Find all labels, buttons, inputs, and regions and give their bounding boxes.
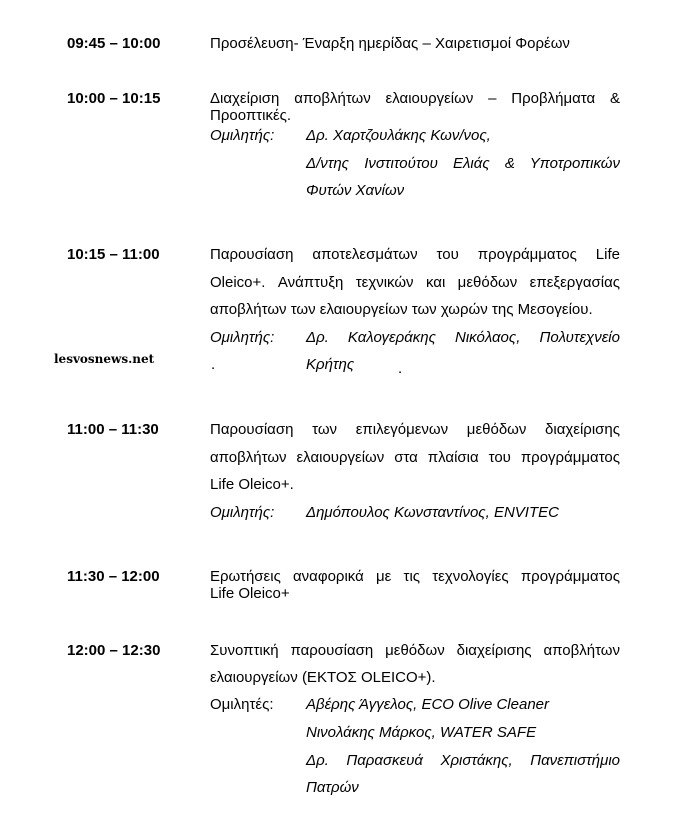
- session-time: 09:45 – 10:00: [67, 35, 161, 52]
- session-title-line: Ερωτήσεις αναφορικά με τις τεχνολογίες προγράμματος: [210, 568, 620, 585]
- speaker-line: Δρ. Καλογεράκης Νικόλαος, Πολυτεχνείο: [306, 329, 620, 346]
- speaker-line: Δρ. Χαρτζουλάκης Κων/νος,: [306, 127, 491, 144]
- session-title-line: Life Oleico+: [210, 585, 290, 602]
- session-time: 11:00 – 11:30: [67, 421, 159, 438]
- speaker-line: Δρ. Παρασκευά Χριστάκης, Πανεπιστήμιο: [306, 752, 620, 769]
- speaker-line: Δ/ντης Ινστιτούτου Ελιάς & Υποτροπικών: [306, 155, 620, 172]
- session-title-line: Oleico+. Ανάπτυξη τεχνικών και μεθόδων επεξεργασίας: [210, 274, 620, 291]
- speaker-label: Ομιλητής:: [210, 329, 275, 346]
- session-title-line: Life Oleico+.: [210, 476, 294, 493]
- session-title-line: Παρουσίαση των επιλεγόμενων μεθόδων διαχείρισης: [210, 421, 620, 438]
- session-title-line: αποβλήτων των ελαιουργείων των χωρών της Μεσογείου.: [210, 301, 593, 318]
- session-title-line: αποβλήτων ελαιουργείων στα πλαίσια του προγράμματος: [210, 449, 620, 466]
- stray-dot: .: [398, 360, 403, 377]
- stray-dot: .: [211, 356, 216, 373]
- session-title-line: Διαχείριση αποβλήτων ελαιουργείων – Προβλήματα &: [210, 90, 620, 107]
- session-title-line: Προσέλευση- Έναρξη ημερίδας – Χαιρετισμοί Φορέων: [210, 35, 570, 52]
- session-time: 11:30 – 12:00: [67, 568, 160, 585]
- speaker-label: Ομιλητές:: [210, 696, 274, 713]
- session-time: 12:00 – 12:30: [67, 642, 161, 659]
- session-title-line: Προοπτικές.: [210, 107, 292, 124]
- speaker-line: Φυτών Χανίων: [306, 182, 405, 199]
- speaker-label: Ομιλητής:: [210, 504, 275, 521]
- speaker-line: Δημόπουλος Κωνσταντίνος, ENVITEC: [306, 504, 559, 521]
- session-time: 10:00 – 10:15: [67, 90, 161, 107]
- speaker-line: Νινολάκης Μάρκος, WATER SAFE: [306, 724, 537, 741]
- speaker-line: Πατρών: [306, 779, 359, 796]
- speaker-line: Κρήτης: [306, 356, 355, 373]
- session-title-line: Συνοπτική παρουσίαση μεθόδων διαχείρισης αποβλήτων: [210, 642, 620, 659]
- speaker-label: Ομιλητής:: [210, 127, 275, 144]
- session-title-line: Παρουσίαση αποτελεσμάτων του προγράμματος Life: [210, 246, 620, 263]
- watermark-text: lesvosnews.net: [54, 352, 155, 366]
- speaker-line: Αβέρης Άγγελος, ECO Olive Cleaner: [306, 696, 550, 713]
- session-time: 10:15 – 11:00: [67, 246, 160, 263]
- session-title-line: ελαιουργείων (ΕΚΤΟΣ OLEICO+).: [210, 669, 436, 686]
